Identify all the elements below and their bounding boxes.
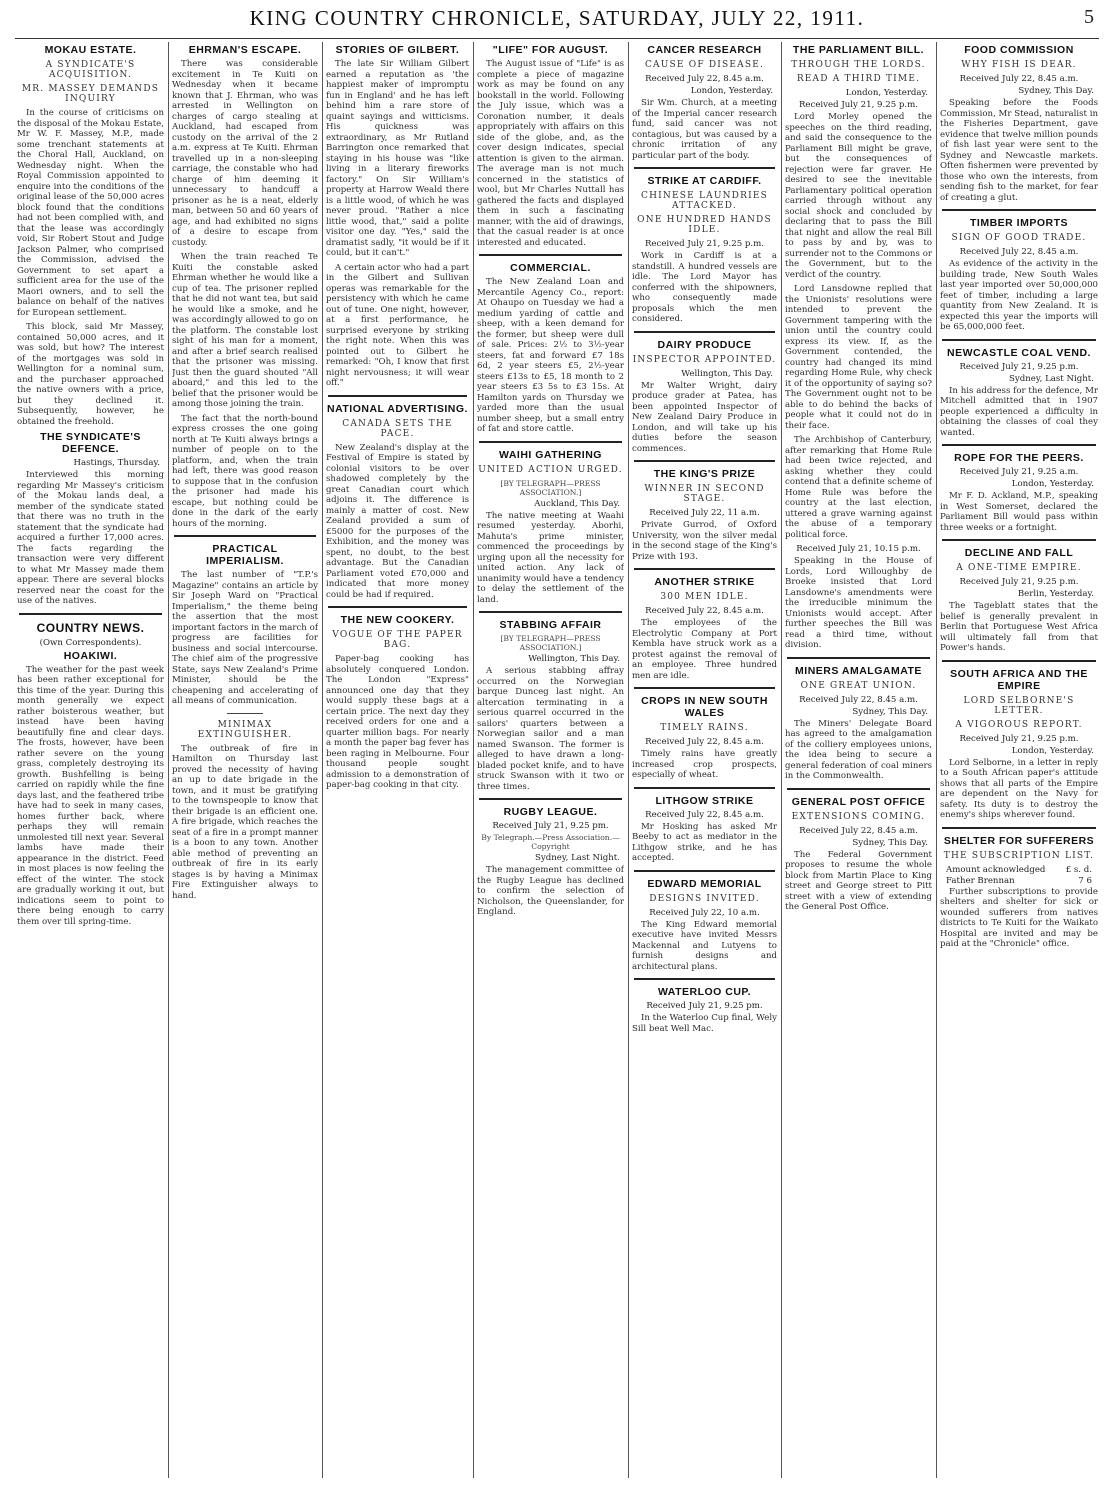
section-rule (634, 460, 775, 462)
page-number: 5 (1084, 6, 1094, 28)
section-rule (942, 209, 1096, 211)
article-paragraph: The management committee of the Rugby League has declined to confirm the selection of Nicholson, the Queenslander, for England. (477, 865, 624, 917)
article-paragraph: Lord Lansdowne replied that the Unionists' resolutions were intended to prevent the Government tampering with the union until the country could express its view. If, as the Government contended, the country had changed its mind regarding Home Rule, why check it of the opportunity of saying so? The Government ought not to be able to do behind the backs of people what it could not do in their face. (785, 284, 932, 431)
column-divider (781, 42, 782, 1478)
subheading: LORD SELBORNE'S LETTER. (963, 695, 1075, 716)
subscription-name: Amount acknowledged (946, 864, 1046, 875)
article-paragraph: The King Edward memorial executive have invited Messrs Mackennal and Lutyens to furnish designs and architectural plans. (632, 919, 777, 972)
headline-kings-prize: THE KING'S PRIZE (653, 468, 756, 480)
headline-crops-nsw: CROPS IN NEW SOUTH WALES (641, 695, 768, 719)
article-paragraph: The last number of "T.P.'s Magazine" contains an article by Sir Joseph Ward on "Practical Imperialism," the theme being the assertion that the most important factors in the march of progress are facilities for business and social intercourse. The chief aim of the progressive State, says New Zealand's Prime Minister, should be the cheapening and accelerating of all means of communication. (172, 570, 318, 706)
subheadline-syndicate-defence: THE SYNDICATE'S DEFENCE. (40, 431, 141, 455)
article-paragraph: The native meeting at Waahi resumed yesterday. Aborhi, Mahuta's prime minister, commenced the proceedings by urging upon all the necessity for united action. Any lack of unanimity would have a tendency to delay the settlement of the land. (477, 510, 624, 605)
subheading: 300 MEN IDLE. (660, 592, 749, 602)
section-rule (634, 568, 775, 570)
article-paragraph: Mr Walter Wright, dairy produce grader at Patea, has been appointed Inspector of New Zealand Dairy Produce in London, and will take up his duties before the season commences. (632, 380, 777, 454)
subheading: A SYNDICATE'S ACQUISITION. (45, 60, 136, 80)
section-rule (634, 687, 775, 689)
received-line: Received July 21, 9.25 p.m. (798, 100, 919, 110)
received-line: Received July 22, 8.45 a.m. (645, 74, 764, 84)
article-paragraph: When the train reached Te Kuiti the constable asked Ehrman whether he would like a cup of tea. The prisoner replied that he did not want tea, but said he would like a smoke, and he was accordingly allowed to go on the platform. The constable lost sight of his man for a moment, and after a brief search realised that the prisoner was missing. Just then the guard shouted "All aboard," and this led to the belief that the prisoner would be among those joining the train. (172, 252, 318, 409)
headline-shelter-for-sufferers: SHELTER FOR SUFFERERS (943, 834, 1095, 847)
section-rule (942, 660, 1096, 662)
place-heading: HOAKIWI. (63, 649, 118, 662)
article-paragraph: This block, said Mr Massey, contained 50,000 acres, and it was sold, but how? The interest of the mortgages was sold in Wellington for a nominal sum, and the purchaser approached the native owners with a price, but they declined it. Subsequently, however, he obtained the freehold. (17, 322, 164, 427)
newspaper-title: KING COUNTRY CHRONICLE, SATURDAY, JULY 22, 1911. (249, 6, 865, 30)
headline-cancer-research: CANCER RESEARCH (647, 44, 762, 56)
headline-rugby-league: RUGBY LEAGUE. (503, 806, 598, 818)
received-line: Received July 22, 11 a.m. (649, 508, 760, 518)
article-paragraph: In his address for the defence, Mr Mitchell admitted that in 1907 people experienced a difficulty in obtaining the classes of coal they wanted. (940, 385, 1098, 438)
headline-ehrman-escape: EHRMAN'S ESCAPE. (188, 44, 302, 56)
received-line: Received July 21, 9.25 p.m. (644, 239, 765, 249)
article-paragraph: New Zealand's display at the Festival of Empire is stated by colonial visitors to be over shadowed completely by the great Canadian court which adjoins it. The difference is mainly a matter of cost. New Zealand provided a sum of £5000 for the purposes of the Exhibition, and the money was spent, no doubt, to the best advantage. But the Canadian Parliament voted £70,000 and indicated that more money could be had if required. (326, 442, 469, 600)
section-rule (634, 870, 775, 872)
headline-waihi-gathering: WAIHI GATHERING (499, 448, 602, 461)
section-rule (942, 827, 1096, 829)
subheading: ONE HUNDRED HANDS IDLE. (637, 215, 772, 235)
subheading: MR. MASSEY DEMANDS INQUIRY (21, 84, 160, 104)
article-paragraph: The weather for the past week has been rather exceptional for this time of the year. During this month generally we expect rather boisterous weather, but instead have been having beautifully fine and clear days. The frosts, however, have been rather severe on the young grass, completely destroying its growth. Bushfelling is being carried on rapidly while the fine days last, and the feathered tribe have had to seek in many cases, homes further back, where perhaps they will remain unmolested till next year. Several lambs have made their appearance in the district. Feed in most places is now feeling the effect of the winter. The stock are gradually working it out, but indications seem to point to there being enough to carry them over till spring-time. (17, 664, 164, 927)
headline-decline-and-fall: DECLINE AND FALL (964, 547, 1074, 559)
subheading: WHY FISH IS DEAR. (961, 60, 1077, 70)
section-rule (942, 539, 1096, 541)
masthead-rule (15, 38, 1099, 39)
section-rule (634, 978, 775, 980)
subscription-amount: £ s. d. (1065, 864, 1092, 875)
column-divider (473, 42, 474, 1478)
headline-practical-imperialism: PRACTICAL IMPERIALISM. (206, 543, 284, 567)
article-paragraph: Sir Wm. Church, at a meeting of the Imperial cancer research fund, said cancer was not contagious, but was caused by a chronic irritation of any particular part of the body. (632, 98, 777, 161)
column-7 (940, 42, 1098, 1478)
column-divider (936, 42, 937, 1478)
article-paragraph: Paper-bag cooking has absolutely conquered London. The London "Express" announced one day that they would supply these bags at a certain price. The next day they received orders for one and a quarter million bags. For nearly a month the paper bag fever has been raging in Melbourne. Four thousand people sought admission to a demonstration of paper-bag cooking in that city. (326, 654, 469, 790)
section-rule (328, 395, 467, 397)
received-line: Received July 21, 9.25 p.m. (959, 361, 1079, 372)
section-rule (479, 798, 622, 800)
section-rule (942, 444, 1096, 446)
subheading: READ A THIRD TIME. (796, 74, 921, 84)
subheading: THROUGH THE LORDS. (791, 60, 926, 70)
article-paragraph: Lord Morley opened the speeches on the third reading, and said the consequence to the Parliament Bill might be grave, but the consequences of rejection were far graver. He desired to see the inevitable Parliamentary political operation carried through without any social shock and concluded by declaring that to pass the Bill that night and allow the real Bill to pass by and by, was to surrender not to the Commons or the Government, but to the verdict of the country. (785, 112, 932, 280)
headline-life-for-august: "LIFE" FOR AUGUST. (492, 44, 609, 56)
article-paragraph: The employees of the Electrolytic Company at Port Kembla have struck work as a protest against the removal of an employee. Three hundred men are idle. (632, 618, 777, 681)
subscription-row (946, 865, 1092, 875)
subheading: CAUSE OF DISEASE. (644, 60, 765, 70)
headline-general-post-office: GENERAL POST OFFICE (791, 795, 926, 808)
article-paragraph: The Tageblatt states that the belief is generally prevalent in Berlin that Portuguese West Africa will ultimately fall from that Power's hands. (940, 601, 1098, 653)
headline-stories-of-gilbert: STORIES OF GILBERT. (335, 44, 460, 56)
section-rule (787, 788, 930, 790)
subheading: ONE GREAT UNION. (800, 680, 917, 691)
headline-newcastle-coal: NEWCASTLE COAL VEND. (947, 346, 1091, 359)
dateline: Wellington, This Day. (681, 368, 773, 379)
subheading: CHINESE LAUNDRIES ATTACKED. (641, 191, 768, 211)
article-paragraph: The August issue of "Life" is as complete a piece of magazine work as may be found on any bookstall in the world. Following the July issue, which was a Coronation number, it deals appropriately with affairs on this side of the globe, and, as the cover design indicates, special attention is given to the airman. The average man is not much concerned in the statistics of wool, but Mr Charles Nuttall has gathered the facts and displayed them in such a fascinating manner, with the aid of drawings, that the casual reader is at once interested and educated. (477, 59, 624, 248)
subscription-amount: 7 6 (1078, 875, 1092, 886)
column-1 (17, 42, 164, 1478)
headline-stabbing-affair: STABBING AFFAIR (499, 619, 602, 631)
dateline: Hastings, Thursday. (73, 458, 160, 468)
received-line: Received July 22, 8.45 a.m. (959, 247, 1079, 257)
section-rule (634, 331, 775, 333)
headline-national-advertising: NATIONAL ADVERTISING. (327, 402, 468, 415)
headline-south-africa-empire: SOUTH AFRICA AND THE EMPIRE (950, 667, 1088, 692)
dateline: Berlin, Yesterday. (1017, 589, 1094, 599)
headline-timber-imports: TIMBER IMPORTS (970, 217, 1068, 229)
received-line: Received July 21, 9.25 p.m. (959, 733, 1079, 744)
article-paragraph: In the course of criticisms on the disposal of the Mokau Estate, Mr W. F. Massey, M.P., made some trenchant statements at the Choral Hall, Auckland, on Wednesday night. When the Royal Commission appointed to enquire into the conditions of the original lease of the 50,000 acres block found that the conditions had not been complied with, and that the lease was accordingly void, Sir Robert Stout and Judge Jackson Palmer, who comprised the Commission, advised the Government to set apart a sufficient area for the use of the Maori owners, and to sell the balance on behalf of the natives for European settlement. (17, 108, 164, 318)
column-3 (326, 42, 469, 1478)
article-paragraph: Lord Selborne, in a letter in reply to a South African paper's attitude shows that all parts of the Empire are dependent on the Navy for safety. Its duty is to destroy the enemy's ships wherever found. (940, 757, 1098, 820)
article-paragraph: As evidence of the activity in the building trade, New South Wales last year imported over 50,000,000 feet of timber, including a large quantity from New Zealand. It is expected this year the imports will be 65,000,000 feet. (940, 259, 1098, 332)
article-paragraph: The Federal Government proposes to resume the whole block from Martin Place to King street and George street to Pitt street with a view of extending the General Post Office. (785, 849, 932, 912)
headline-miners-amalgamate: MINERS AMALGAMATE (795, 664, 922, 677)
headline-food-commission: FOOD COMMISSION (964, 44, 1074, 56)
article-paragraph: Speaking in the House of Lords, Lord Willoughby de Broeke insisted that Lord Lansdowne's amendments were the irreducible minimum the Unionists would accept. After further speeches the Bill was read a third time, without division. (785, 556, 932, 650)
subheading: WINNER IN SECOND STAGE. (644, 484, 765, 504)
article-paragraph: The Archbishop of Canterbury, after remarking that Home Rule had been twice rejected, and asking whether they could contend that a definite scheme of Home Rule was before the country at the last election, uttered a grave warning against the abuse of a temporary political force. (785, 435, 932, 540)
article-paragraph: The outbreak of fire in Hamilton on Thursday last proved the necessity of having an up to date brigade in the town, and it must be gratifying to the townspeople to know that their brigade is an efficient one. A fire brigade, which reaches the seat of a fire in a prompt manner is a boon to any town. Another able method of preventing an outbreak of fire in its early stages is by having a Minimax Fire Extinguisher always to hand. (172, 743, 318, 901)
dateline: London, Yesterday. (690, 86, 773, 96)
telegraph-credit: [BY TELEGRAPH—PRESS ASSOCIATION.] (500, 634, 601, 652)
dateline: Sydney, This Day. (852, 837, 928, 848)
received-line: Received July 22, 8.45 a.m. (645, 737, 764, 747)
headline-lithgow-strike: LITHGOW STRIKE (655, 794, 754, 807)
section-rule (787, 657, 930, 659)
received-line: Received July 22, 8.45 a.m. (799, 694, 918, 705)
headline-country-news: COUNTRY NEWS. (36, 620, 145, 635)
dateline: Sydney, Last Night. (1009, 373, 1094, 384)
subheading: CANADA SETS THE PACE. (342, 418, 453, 439)
dateline: London, Yesterday. (1011, 479, 1094, 489)
section-rule (479, 611, 622, 613)
column-4 (477, 42, 624, 1478)
section-rule (19, 613, 162, 615)
received-line: Received July 21, 9.25 pm. (492, 821, 609, 831)
column-5 (632, 42, 777, 1478)
article-paragraph: There was considerable excitement in Te Kuiti on Wednesday when it became known that J. Ehrman, who was arrested in Wellington on charges of cargo stealing at Auckland, had escaped from custody on the arrival of the 2 a.m. express at Te Kuiti. Ehrman travelled up in a non-sleeping carriage, the constable who had charge of him deeming it unnecessary to handcuff a prisoner as he is a neat, elderly man, between 50 and 60 years of age, and had exhibited no signs of a desire to escape from custody. (172, 59, 318, 248)
headline-strike-at-cardiff: STRIKE AT CARDIFF. (647, 175, 762, 187)
article-paragraph: Mr F. D. Ackland, M.P., speaking in West Somerset, declared the Parliament Bill would pass within three weeks or a fortnight. (940, 491, 1098, 533)
received-line: Received July 21, 9.25 p.m. (959, 577, 1079, 587)
headline-parliament-bill: THE PARLIAMENT BILL. (792, 44, 925, 56)
headline-new-cookery: THE NEW COOKERY. (340, 614, 455, 626)
subheading: (Own Correspondents). (39, 637, 142, 648)
article-paragraph: In the Waterloo Cup final, Wely Sill beat Well Mac. (632, 1013, 777, 1034)
column-divider (168, 42, 169, 1478)
headline-rope-for-peers: ROPE FOR THE PEERS. (954, 452, 1084, 464)
subheading: THE SUBSCRIPTION LIST. (943, 850, 1095, 861)
article-paragraph: Further subscriptions to provide shelters and shelter for sick or wounded sufferers from natives districts to Te Kuiti for the Waikato Hospital are invited and may be paid at the "Chronicle" office. (940, 886, 1098, 949)
subheading: EXTENSIONS COMING. (791, 811, 926, 822)
article-paragraph: Timely rains have greatly increased crop prospects, especially of wheat. (632, 749, 777, 780)
received-line: Received July 21, 10.15 p.m. (796, 544, 921, 554)
article-paragraph: The fact that the north-bound express crosses the one going north at Te Kuiti always brings a number of people on to the platform, and, when the train had left, there was good reason to suppose that in the confusion the prisoner had made his escape, but nothing could be done in the dark of the early hours of the morning. (172, 413, 318, 529)
subheading: TIMELY RAINS. (660, 723, 749, 733)
section-rule (174, 535, 316, 537)
headline-mokau-estate: MOKAU ESTATE. (44, 44, 137, 56)
telegraph-credit: [BY TELEGRAPH—PRESS ASSOCIATION.] (500, 478, 601, 497)
dateline: London, Yesterday. (1011, 745, 1094, 756)
dateline: Sydney, This Day. (1018, 86, 1094, 96)
dateline: London, Yesterday. (845, 88, 928, 98)
column-divider (322, 42, 323, 1478)
column-divider (628, 42, 629, 1478)
article-paragraph: Interviewed this morning regarding Mr Massey's criticism of the Mokau lands deal, a member of the syndicate stated that there was no truth in the statement that the syndicate had acquired a further 17,000 acres. The facts regarding the transaction were very different to what Mr Massey made them appear. There are several blocks reserved near the coast for the use of the natives. (17, 470, 164, 606)
section-rule (942, 339, 1096, 341)
section-rule (634, 787, 775, 789)
headline-waterloo-cup: WATERLOO CUP. (657, 986, 752, 998)
subheading: DESIGNS INVITED. (649, 893, 760, 904)
dateline: Sydney, Last Night. (535, 853, 620, 863)
headline-dairy-produce: DAIRY PRODUCE (657, 338, 752, 351)
article-paragraph: A serious stabbing affray occurred on the Norwegian barque Dunceg last night. An altercation terminating in a serious quarrel occurred in the sailors' quarters between a Norwegian sailor and a man named Swanson. The former is alleged to have drawn a long-bladed pocket knife, and to have struck Swanson with it two or three times. (477, 666, 624, 792)
masthead (0, 0, 1114, 38)
received-line: Received July 22, 10 a.m. (649, 907, 760, 918)
headline-another-strike: ANOTHER STRIKE (654, 576, 755, 588)
section-rule (634, 167, 775, 169)
article-paragraph: A certain actor who had a part in the Gilbert and Sullivan operas was remarkable for the persistency with which he came out of tune. One night, however, at a first performance, he surprised everyone by striking the right note. When this was pointed out to Gilbert he remarked: "Oh, I know that first night nervousness; it will wear off." (326, 262, 469, 388)
section-rule (479, 441, 622, 443)
dateline: Auckland, This Day. (534, 498, 620, 509)
telegraph-credit: By Telegraph.—Press Association.—Copyright (481, 833, 620, 851)
article-paragraph: Mr Hosking has asked Mr Beeby to act as mediator in the Lithgow strike, and he has accepted. (632, 821, 777, 863)
subheading: VOGUE OF THE PAPER BAG. (332, 630, 463, 650)
subheading: A VIGOROUS REPORT. (955, 719, 1083, 730)
subheadline-minimax: MINIMAX EXTINGUISHER. (197, 719, 293, 740)
article-paragraph: The late Sir William Gilbert earned a reputation as 'the happiest maker of impromptu fun in England' and he has left behind him a rare store of quaint sayings and witticisms. His quickness was extraordinary, as Mr Rutland Barrington once remarked that staying in his house was "like living in a literary fireworks factory." On Sir William's property at Harrow Weald there is a little wood, of which he was never proud. "Rather a nice little wood, that," said a polite visitor one day. "Yes," said the dramatist sadly, "it would be if it could, but it can't." (326, 59, 469, 258)
received-line: Received July 22, 8.45 a.m. (645, 606, 764, 616)
column-2 (172, 42, 318, 1478)
received-line: Received July 21, 9.25 pm. (646, 1001, 763, 1011)
headline-commercial: COMMERCIAL. (510, 262, 591, 274)
section-rule (479, 254, 622, 256)
subheading: UNITED ACTION URGED. (478, 464, 623, 475)
received-line: Received July 22, 8.45 a.m. (799, 825, 918, 836)
article-paragraph: The New Zealand Loan and Mercantile Agency Co., report: At Ohaupo on Tuesday we had a medium yarding of cattle and sheep, with a keen demand for the former, but sheep were dull of sale. Prices: 2½ to 3½-year steers, fat and forward £7 18s 6d, 2 year steers £5, 2½-year steers £13s to £5, 18 month to 2 year steers £3 5s to £3 15s. At Hamilton yards on Thursday we yarded more than the usual number sheep, but a small entry of fat and store cattle. (477, 277, 624, 434)
dateline: Sydney, This Day. (852, 706, 928, 717)
subheading: SIGN OF GOOD TRADE. (951, 233, 1087, 243)
article-paragraph: Speaking before the Foods Commission, Mr Stead, naturalist in the Fisheries Department, gave evidence that twelve million pounds of fish last year were sent to the Sydney and Newcastle markets. Often fishermen were prevented by those who own the interests, from sending fish to the market, for fear of creating a glut. (940, 98, 1098, 203)
subscription-row (946, 876, 1092, 886)
received-line: Received July 22, 8.45 a.m. (645, 809, 764, 820)
article-paragraph: Private Gurrod, of Oxford University, won the silver medal in the second stage of the King's Prize with 193. (632, 520, 777, 562)
subscription-name: Father Brennan (946, 875, 1015, 886)
article-separator (227, 713, 262, 714)
subheading: A ONE-TIME EMPIRE. (956, 563, 1082, 573)
article-paragraph: The Miners' Delegate Board has agreed to the amalgamation of the colliery employees unions, the idea being to secure a general federation of coal miners in the Commonwealth. (785, 718, 932, 781)
received-line: Received July 21, 9.25 a.m. (959, 467, 1079, 477)
column-6 (785, 42, 932, 1478)
subheading: INSPECTOR APPOINTED. (632, 354, 777, 365)
received-line: Received July 22, 8.45 a.m. (959, 74, 1079, 84)
dateline: Wellington, This Day. (528, 654, 620, 664)
headline-edward-memorial: EDWARD MEMORIAL (647, 877, 762, 890)
article-paragraph: Work in Cardiff is at a standstill. A hundred vessels are idle. The Lord Mayor has conferred with the shipowners, who consequently made proposals which the men considered. (632, 251, 777, 324)
section-rule (328, 606, 467, 608)
